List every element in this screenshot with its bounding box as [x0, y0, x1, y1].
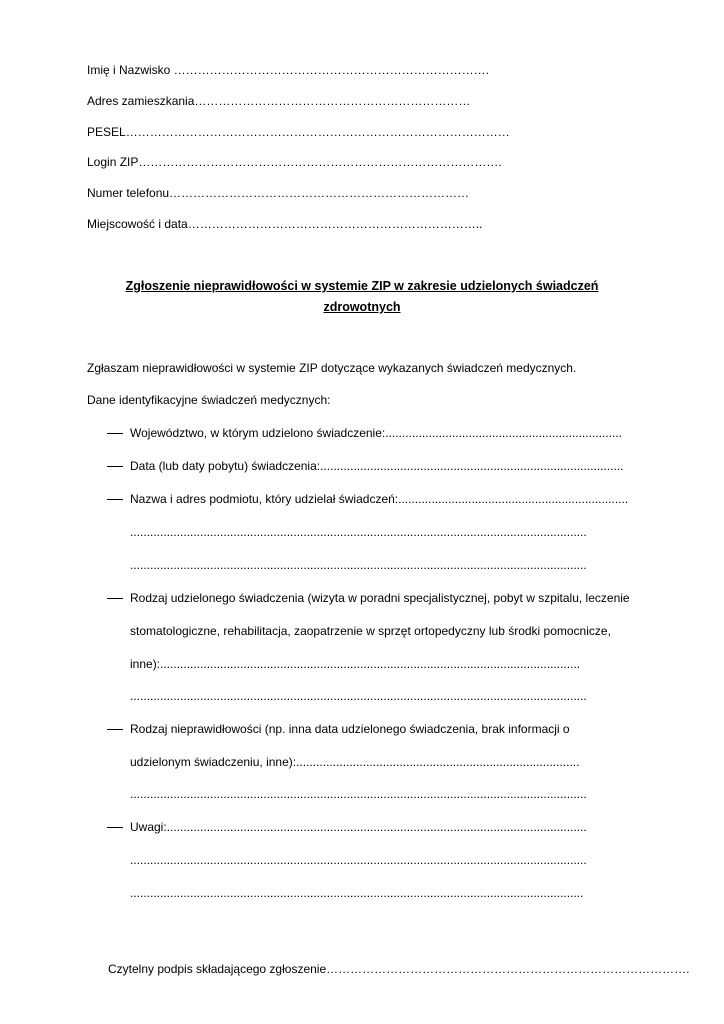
irregularity-line-3: ......................................................................................................................................... — [130, 787, 587, 801]
entity-field-line-3: ......................................................................................................................................... — [130, 558, 587, 572]
phone-field-line: Numer telefonu………………………………………………………………… — [87, 186, 470, 200]
bullet-dash — [107, 466, 123, 467]
notes-line-3: ........................................................................................................................................ — [130, 886, 584, 900]
date-field-line: Data (lub daty pobytu) świadczenia:........................................................................................... — [130, 459, 624, 473]
notes-line-1: Uwagi:.............................................................................................................................. — [130, 820, 587, 834]
place-date-field-line: Miejscowość i data……………………………………………………………….. — [87, 217, 483, 231]
ident-header: Dane identyfikacyjne świadczeń medycznych: — [87, 393, 331, 407]
notes-line-2: ......................................................................................................................................... — [130, 853, 587, 867]
bullet-dash — [107, 827, 123, 828]
bullet-dash — [107, 433, 123, 434]
intro-text: Zgłaszam nieprawidłowości w systemie ZIP dotyczące wykazanych świadczeń medycznych. — [87, 361, 577, 375]
irregularity-line-2: udzielonym świadczeniu, inne):..................................................................................... — [130, 755, 580, 769]
bullet-dash — [107, 499, 123, 500]
entity-field-line-2: ......................................................................................................................................... — [130, 525, 587, 539]
service-type-line-3: inne):.............................................................................................................................. — [130, 657, 581, 671]
signature-line: Czytelny podpis składającego zgłoszenie………………………………………………………………………………. — [108, 962, 690, 976]
voivodeship-field-line: Województwo, w którym udzielono świadczenie:....................................................................... — [130, 426, 622, 440]
document-title-line1: Zgłoszenie nieprawidłowości w systemie ZIP w zakresie udzielonych świadczeń — [125, 279, 599, 293]
bullet-dash — [107, 729, 123, 730]
bullet-dash — [107, 598, 123, 599]
name-field-line: Imię i Nazwisko ……………………………………………………………………. — [87, 63, 490, 77]
address-field-line: Adres zamieszkania…………………………………………………………… — [87, 94, 471, 108]
document-title-line2: zdrowotnych — [323, 300, 401, 314]
entity-field-line: Nazwa i adres podmiotu, który udzielał świadczeń:..................................................................... — [130, 492, 629, 506]
service-type-line-1: Rodzaj udzielonego świadczenia (wizyta w poradni specjalistycznej, pobyt w szpitalu, leczenie — [130, 591, 630, 605]
irregularity-line-1: Rodzaj nieprawidłowości (np. inna data udzielonego świadczenia, brak informacji o — [130, 722, 570, 736]
login-zip-field-line: Login ZIP………………………………………………………………………………. — [87, 155, 502, 169]
service-type-line-2: stomatologiczne, rehabilitacja, zaopatrzenie w sprzęt ortopedyczny lub środki pomocnicze, — [130, 624, 611, 638]
pesel-field-line: PESEL…………………………………………………………………………………… — [87, 125, 510, 139]
service-type-line-4: ......................................................................................................................................... — [130, 689, 587, 703]
